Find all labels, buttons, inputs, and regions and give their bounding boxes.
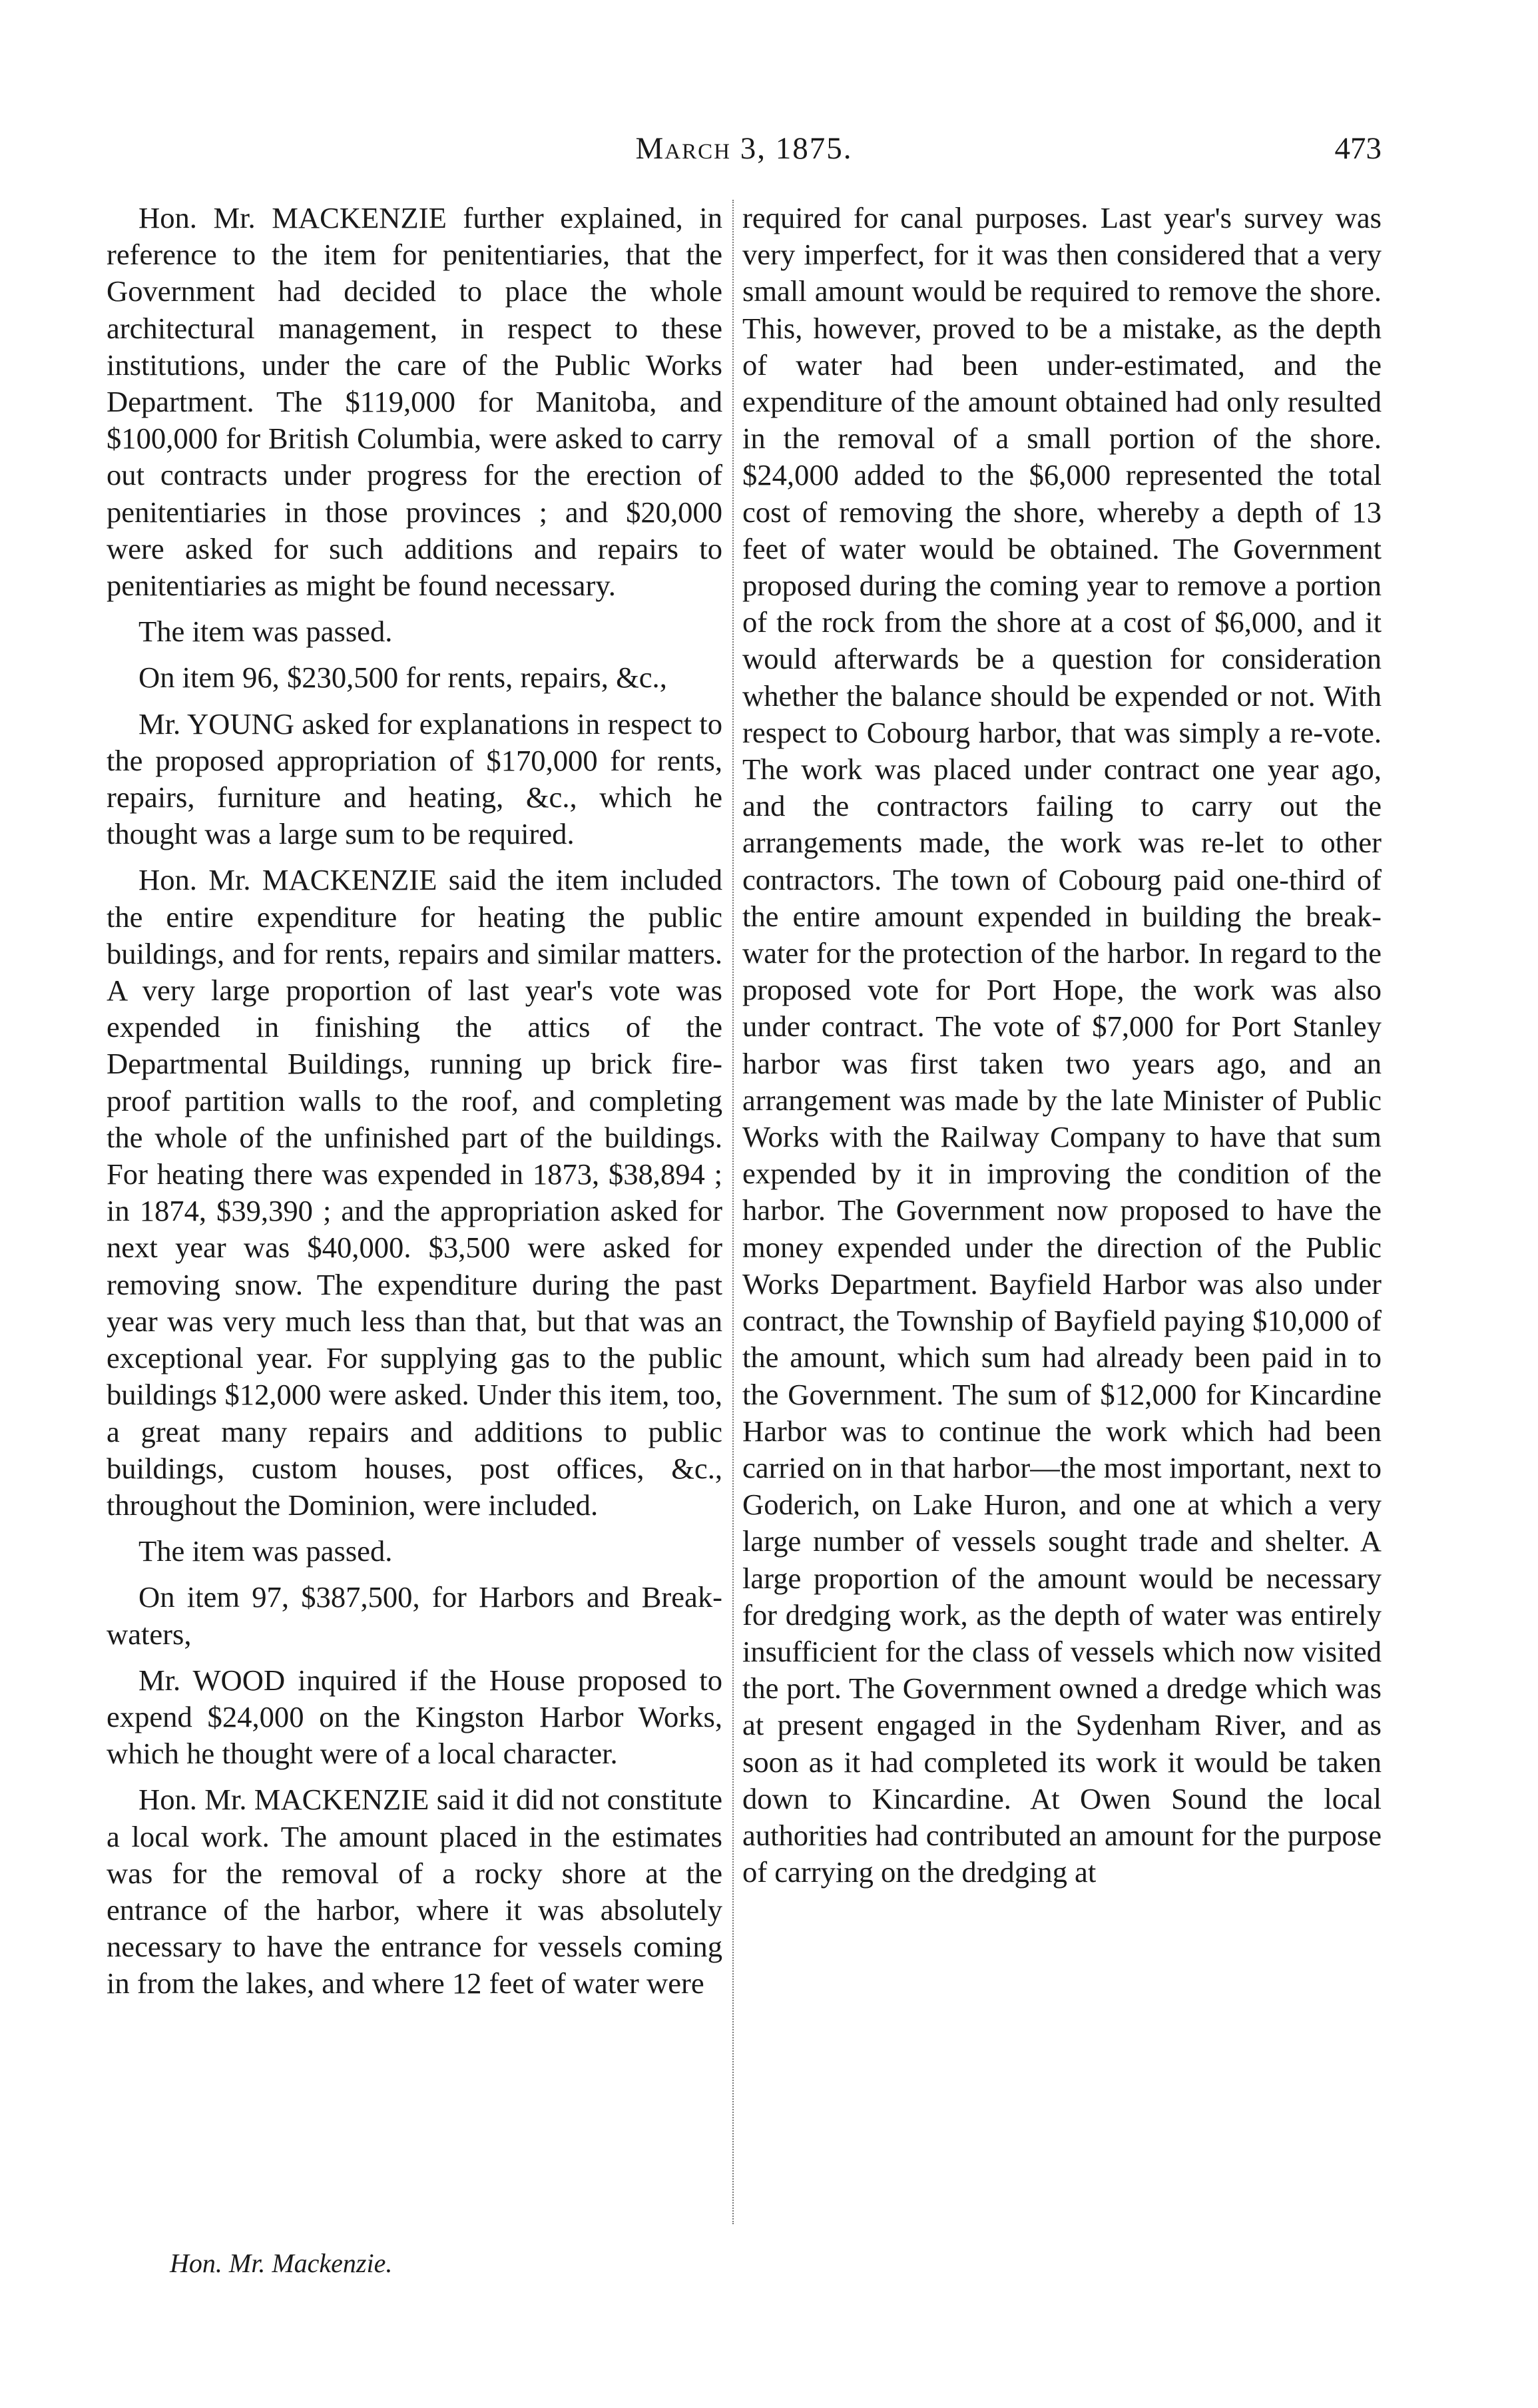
page-header [107, 131, 1382, 177]
header-date: March 3, 1875. [635, 131, 853, 166]
paragraph: Hon. Mr. MACKENZIE further explained, in reference to the item for penitentiaries, that the Government had decided to place the whole architectural management, in respect to these institutions, under the care of the Public Works Department. The $119,000 for Manitoba, and $100,000 for British Columbia, were asked to carry out contracts under progress for the erection of penitentiaries in those provinces ; and $20,000 were asked for such additions and repairs to penitentiaries as might be found necessary. [107, 201, 722, 603]
right-column [742, 200, 1382, 2234]
column-divider [732, 200, 734, 2224]
footer-speaker: Hon. Mr. Mackenzie. [170, 2248, 393, 2278]
paragraph: Mr. YOUNG asked for explanations in respect to the proposed appropriation of $170,000 for rents, repairs, furniture and heating, &c., which he thought was a large sum to be required. [107, 707, 722, 851]
paragraph: On item 97, $387,500, for Harbors and Break-waters, [107, 1580, 722, 1651]
paragraph: Mr. WOOD inquired if the House proposed to expend $24,000 on the Kingston Harbor Works, which he thought were of a local character. [107, 1663, 722, 1771]
paragraph: On item 96, $230,500 for rents, repairs, &c., [138, 661, 667, 695]
page-number: 473 [1334, 131, 1382, 166]
paragraph: The item was passed. [138, 1534, 393, 1568]
paragraph: Hon. Mr. MACKENZIE said it did not constitute a local work. The amount placed in the estimates was for the removal of a rocky shore at the entrance of the harbor, where it was absolutely necessary to have the entrance for vessels coming in from the lakes, and where 12 feet of water were [107, 1783, 722, 2000]
paragraph: Hon. Mr. MACKENZIE said the item included the entire expenditure for heating the public buildings, and for rents, repairs and similar matters. A very large proportion of last year's vote was expended in finishing the attics of the Departmental Buildings, running up brick fire-proof partition walls to the roof, and completing the whole of the unfinished part of the buildings. For heating there was expended in 1873, $38,894 ; in 1874, $39,390 ; and the appropriation asked for next year was $40,000. $3,500 were asked for removing snow. The expenditure during the past year was very much less than that, but that was an exceptional year. For supplying gas to the public buildings $12,000 were asked. Under this item, too, a great many repairs and additions to public buildings, custom houses, post offices, &c., throughout the Dominion, were included. [107, 863, 722, 1522]
paragraph: required for canal purposes. Last year's survey was very imperfect, for it was then considered that a very small amount would be required to remove the shore. This, however, proved to be a mistake, as the depth of water had been under-estimated, and the expenditure of the amount obtained had only resulted in the removal of a small portion of the shore. $24,000 added to the $6,000 represented the total cost of removing the shore, whereby a depth of 13 feet of water would be obtained. The Government proposed during the coming year to remove a portion of the rock from the shore at a cost of $6,000, and it would afterwards be a question for consideration whether the balance should be expended or not. With respect to Cobourg harbor, that was simply a re-vote. The work was placed under contract one year ago, and the contractors failing to carry out the arrangements made, the work was re-let to other contractors. The town of Cobourg paid one-third of the entire amount expended in building the break-water for the protection of the harbor. In regard to the proposed vote for Port Hope, the work was also under contract. The vote of $7,000 for Port Stanley harbor was first taken two years ago, and an arrangement was made by the late Minister of Public Works with the Railway Company to have that sum expended by it in improving the condition of the harbor. The Government now proposed to have the money expended under the direction of the Public Works Department. Bayfield Harbor was also under contract, the Township of Bayfield paying $10,000 of the amount, which sum had already been paid in to the Government. The sum of $12,000 for Kincardine Harbor was to continue the work which had been carried on in that harbor—the most important, next to Goderich, on Lake Huron, and one at which a very large number of vessels sought trade and shelter. A large proportion of the amount would be necessary for dredging work, as the depth of water was entirely insufficient for the class of vessels which now visited the port. The Government owned a dredge which was at present engaged in the Sydenham River, and as soon as it had completed its work it would be taken down to Kincardine. At Owen Sound the local authorities had contributed an amount for the purpose of carrying on the dredging at [742, 201, 1382, 1889]
paragraph: The item was passed. [138, 615, 393, 649]
left-column [107, 200, 722, 2234]
